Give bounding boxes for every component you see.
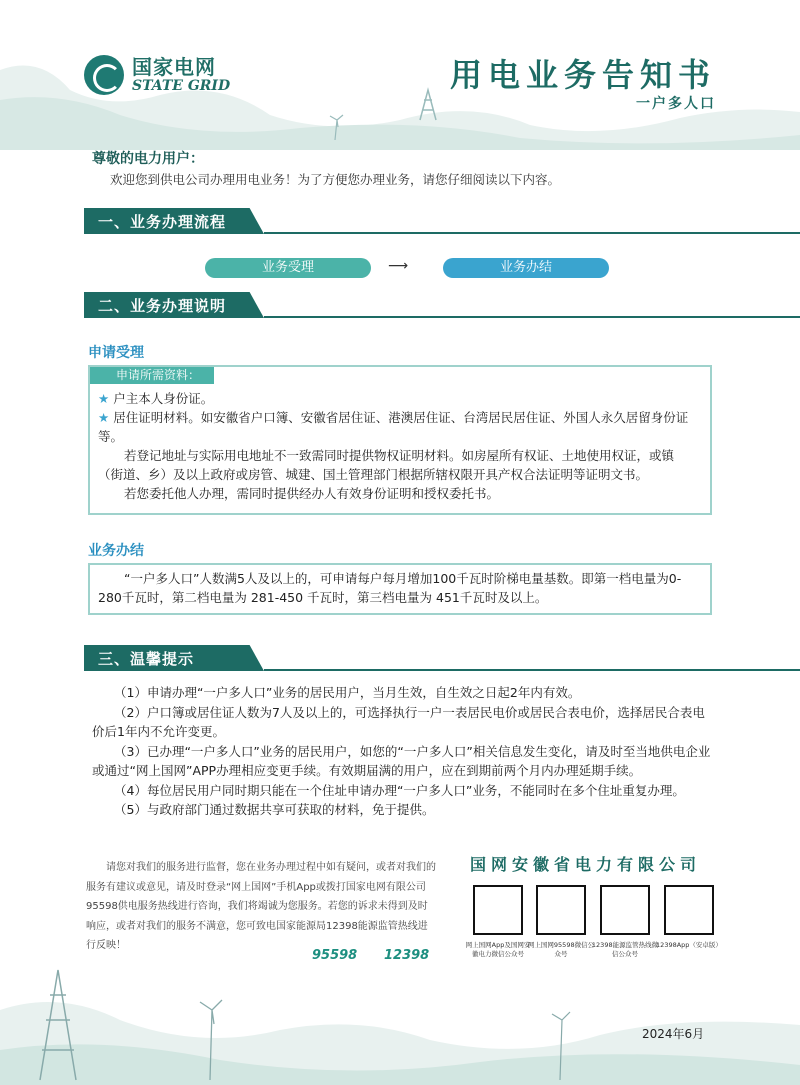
star-icon: ★ (98, 410, 110, 425)
list-item: ★ 居住证明材料。如安徽省户口簿、安徽省居住证、港澳居住证、台湾居民居住证、外国人永久居留身份证等。 (98, 410, 689, 444)
apply-materials-tab: 申请所需资料： (90, 367, 214, 384)
done-box (88, 563, 712, 615)
section-2-title: 二、业务办理说明 (98, 297, 227, 315)
tip-item: （4）每位居民用户同时期只能在一个住址申请办理“一户多人口”业务，不能同时在多个住址重复办理。 (114, 782, 685, 798)
tip-item: （3）已办理“一户多人口”业务的居民用户，如您的“一户多人口”相关信息发生变化，请及时至当地供电企业或通过“网上国网”APP办理相应变更手续。有效期届满的用户，应在到期前两个月内办理延期手续。 (92, 743, 711, 778)
section-1-title: 一、业务办理流程 (98, 213, 227, 231)
intro-text: 欢迎您到供电公司办理用电业务！为了方便您办理业务，请您仔细阅读以下内容。 (110, 172, 561, 187)
supervision-text: 请您对我们的服务进行监督，您在业务办理过程中如有疑问，或者对我们的服务有建议或意见，请及时登录“网上国网”手机App或拨打国家电网有限公司95598供电服务热线进行咨询，我们将竭诚为您服务。若您的诉求未得到及时响应，或者对我们的服务不满意，您可致电国家能源局12398能源监管热线进行反映！ (86, 862, 436, 951)
qr-code-icon (600, 885, 650, 935)
section-3-header (84, 645, 264, 671)
list-item: ★ 户主本人身份证。 (98, 391, 214, 406)
note-property: 若登记地址与实际用电地址不一致需同时提供物权证明材料。如房屋所有权证、土地使用权证，或镇（街道、乡）及以上政府或房管、城建、国土管理部门根据所辖权限开具产权合法证明等证明文书。 (98, 448, 675, 482)
tip-item: （2）户口簿或居住证人数为7人及以上的，可选择执行一户一表居民电价或居民合表电价，选择居民合表电价后1年内不允许变更。 (92, 704, 705, 739)
qr-code-icon (473, 885, 523, 935)
company-name: 国网安徽省电力有限公司 (470, 855, 702, 874)
hotline-95598-badge: 95598 (312, 948, 358, 963)
qr-caption: 网上国网App及国网安徽电力微信公众号 (465, 941, 531, 958)
qr-code-icon (536, 885, 586, 935)
step-complete: 业务办结 (443, 258, 609, 278)
qr-code-icon (664, 885, 714, 935)
star-icon: ★ (98, 391, 110, 406)
section-3-title: 三、温馨提示 (98, 650, 195, 668)
issue-date: 2024年6月 (642, 1027, 705, 1041)
state-grid-logo (84, 55, 230, 95)
qr-caption: 12398能源监管热线微信公众号 (591, 941, 659, 958)
section-1-header (84, 208, 264, 234)
tip-item: （1）申请办理“一户多人口”业务的居民用户，当月生效，自生效之日起2年内有效。 (114, 685, 581, 700)
note-proxy: 若您委托他人办理，需同时提供经办人有效身份证明和授权委托书。 (124, 486, 500, 501)
done-heading: 业务办结 (88, 543, 144, 559)
hotline-12398-badge: 12398 (384, 948, 430, 963)
state-grid-emblem-icon (84, 55, 124, 95)
page-title: 用电业务告知书 (449, 56, 716, 94)
qr-caption: 12398App（安卓版） (656, 941, 722, 949)
section-2-header (84, 292, 264, 318)
logo-chinese-name: 国家电网 (132, 55, 216, 79)
page-subtitle: 一户多人口 (636, 96, 716, 112)
done-text: “一户多人口”人数满5人及以上的，可申请每户每月增加100千瓦时阶梯电量基数。即第一档电量为0-280千瓦时，第二档电量为 281-450 千瓦时，第三档电量为 451千瓦时及以上。 (98, 571, 682, 605)
logo-english-name: STATE GRID (132, 78, 231, 94)
apply-materials-box (88, 365, 712, 515)
tip-item: （5）与政府部门通过数据共享可获取的材料，免于提供。 (114, 802, 435, 817)
greeting: 尊敬的电力用户： (92, 151, 204, 167)
step-accept: 业务受理 (205, 258, 371, 278)
arrow-right-icon: ⟶ (388, 258, 409, 274)
apply-heading: 申请受理 (88, 345, 144, 361)
tips-list (92, 683, 717, 820)
qr-caption: 网上国网95598微信公众号 (527, 941, 595, 958)
